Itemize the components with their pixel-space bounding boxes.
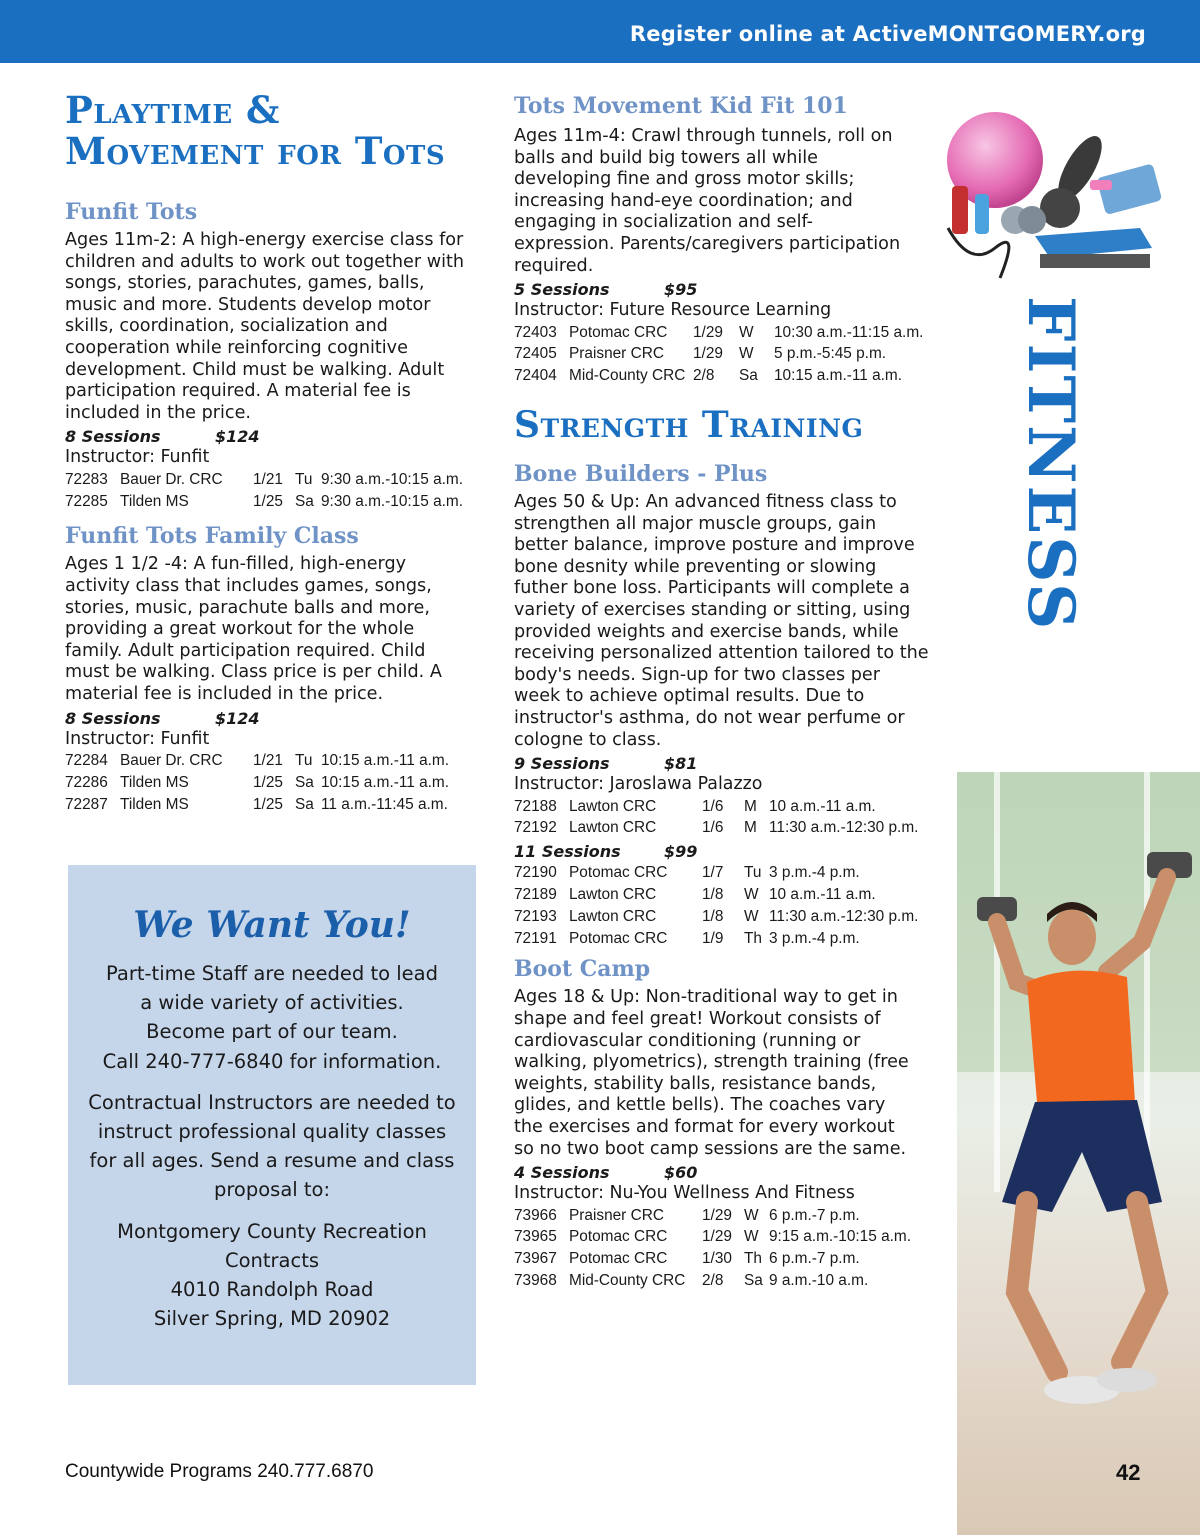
register-link[interactable]: Register online at ActiveMONTGOMERY.org xyxy=(629,22,1146,46)
schedule-row xyxy=(514,343,923,365)
schedule-row xyxy=(65,491,463,513)
class-number: 72284 xyxy=(65,751,108,769)
class-number: 72286 xyxy=(65,773,108,791)
course-bone-builders xyxy=(514,460,929,949)
location: Praisner CRC xyxy=(569,1206,664,1224)
location: Bauer Dr. CRC xyxy=(120,751,223,769)
day: Sa xyxy=(744,1271,763,1289)
start-date: 1/6 xyxy=(702,797,724,815)
schedule-row xyxy=(514,1205,911,1227)
class-number: 73968 xyxy=(514,1271,557,1289)
schedule-table xyxy=(514,322,923,387)
day: Sa xyxy=(739,367,758,385)
workout-photo xyxy=(957,772,1200,1535)
course-funfit-family xyxy=(65,522,475,815)
want-line: a wide variety of activities. xyxy=(140,991,404,1015)
footer-countywide: Countywide Programs 240.777.6870 xyxy=(65,1461,374,1482)
session-price: $99 xyxy=(664,842,698,862)
course-boot-camp xyxy=(514,955,929,1291)
schedule-row xyxy=(65,469,463,491)
page-number: 42 xyxy=(1116,1460,1141,1485)
start-date: 1/9 xyxy=(702,929,724,947)
session-count: 8 Sessions xyxy=(65,427,161,447)
schedule-table xyxy=(514,862,918,949)
location: Tilden MS xyxy=(120,795,189,813)
start-date: 1/25 xyxy=(253,795,283,813)
day: Tu xyxy=(295,751,313,769)
location: Potomac CRC xyxy=(569,323,668,341)
time: 5 p.m.-5:45 p.m. xyxy=(774,345,887,363)
location: Lawton CRC xyxy=(569,907,657,925)
fitness-side-title: FITNESS xyxy=(1013,296,1088,632)
want-paragraph-staff xyxy=(68,959,476,1076)
schedule-row xyxy=(514,1270,911,1292)
class-number: 72189 xyxy=(514,885,557,903)
time: 10:15 a.m.-11 a.m. xyxy=(774,367,903,385)
class-number: 72191 xyxy=(514,929,557,947)
time: 10:15 a.m.-11 a.m. xyxy=(321,751,450,769)
day: Tu xyxy=(295,470,313,488)
session-price: $81 xyxy=(664,754,698,774)
class-number: 72405 xyxy=(514,345,557,363)
start-date: 1/29 xyxy=(693,345,723,363)
day: W xyxy=(739,323,754,341)
want-line: instruct professional quality classes xyxy=(97,1120,447,1144)
day: Th xyxy=(744,929,762,947)
day: Tu xyxy=(744,864,762,882)
schedule-row xyxy=(65,750,449,772)
time: 9:15 a.m.-10:15 a.m. xyxy=(769,1228,912,1246)
course-title: Funfit Tots xyxy=(65,199,198,225)
start-date: 1/8 xyxy=(702,907,724,925)
location: Bauer Dr. CRC xyxy=(120,470,223,488)
course-description: Ages 11m-2: A high-energy exercise class for children and adults to work out together with songs, stories, parachutes, games, balls, music and more. Students develop motor skills, coordination, socialization and cooperation while reinforcing cognitive development. Child must be walking. Adult participation required. A material fee is included in the price. xyxy=(65,230,465,423)
instructor: Instructor: Funfit xyxy=(65,447,210,468)
class-number: 72285 xyxy=(65,492,108,510)
we-want-you-box xyxy=(68,865,476,1385)
schedule-row xyxy=(514,862,918,884)
schedule-row xyxy=(65,794,449,816)
class-number: 72190 xyxy=(514,864,557,882)
time: 11 a.m.-11:45 a.m. xyxy=(321,795,448,813)
day: W xyxy=(744,1228,759,1246)
time: 11:30 a.m.-12:30 p.m. xyxy=(769,907,919,925)
day: W xyxy=(744,1206,759,1224)
day: W xyxy=(739,345,754,363)
start-date: 1/30 xyxy=(702,1250,732,1268)
day: W xyxy=(744,885,759,903)
location: Potomac CRC xyxy=(569,864,668,882)
session-price: $124 xyxy=(215,427,260,447)
day: W xyxy=(744,907,759,925)
instructor: Instructor: Nu-You Wellness And Fitness xyxy=(514,1183,855,1204)
course-description: Ages 18 & Up: Non-traditional way to get in shape and feel great! Workout consists of cardiovascular conditioning (running or walking, plyometrics), strength training (free weights, stability balls, resistance bands, glides, and kettle bells). The coaches vary the exercises and format for every workout so no two boot camp sessions are the same. xyxy=(514,987,909,1159)
schedule-table xyxy=(65,750,449,815)
location: Tilden MS xyxy=(120,492,189,510)
course-title: Funfit Tots Family Class xyxy=(65,523,359,550)
day: Sa xyxy=(295,795,314,813)
time: 10 a.m.-11 a.m. xyxy=(769,797,876,815)
schedule-table xyxy=(514,796,918,840)
location: Lawton CRC xyxy=(569,885,657,903)
course-title: Boot Camp xyxy=(514,956,651,983)
location: Lawton CRC xyxy=(569,797,657,815)
day: M xyxy=(744,819,757,837)
want-line: Become part of our team. xyxy=(146,1020,398,1044)
session-count: 4 Sessions xyxy=(514,1163,610,1183)
schedule-row xyxy=(65,772,449,794)
start-date: 1/8 xyxy=(702,885,724,903)
want-paragraph-instructors xyxy=(68,1088,476,1205)
session-count: 8 Sessions xyxy=(65,708,161,728)
schedule-table xyxy=(514,1205,911,1292)
want-line: Contractual Instructors are needed to xyxy=(88,1090,456,1114)
want-line: Part-time Staff are needed to lead xyxy=(106,962,438,985)
want-line: Call 240-777-6840 for information. xyxy=(102,1049,442,1073)
instructor: Instructor: Funfit xyxy=(65,728,210,749)
schedule-row xyxy=(514,884,918,906)
fitness-equipment-image xyxy=(940,108,1162,288)
location: Tilden MS xyxy=(120,773,189,791)
class-number: 72192 xyxy=(514,819,557,837)
schedule-table xyxy=(65,469,463,513)
want-line: Contracts xyxy=(224,1248,320,1272)
location: Potomac CRC xyxy=(569,929,668,947)
session-price: $60 xyxy=(664,1163,698,1183)
start-date: 1/21 xyxy=(253,751,283,769)
course-description: Ages 1 1/2 -4: A fun-filled, high-energy activity class that includes games, songs, stories, music, parachute balls and more, providing a great workout for the whole family. Adult participation required. Child must be walking. Class price is per child. A material fee is included in the price. xyxy=(65,554,442,704)
time: 6 p.m.-7 p.m. xyxy=(769,1250,860,1268)
session-price: $124 xyxy=(215,708,260,728)
instructor: Instructor: Jaroslawa Palazzo xyxy=(514,774,763,795)
session-count: 11 Sessions xyxy=(514,842,621,862)
start-date: 1/29 xyxy=(702,1206,732,1224)
day: Sa xyxy=(295,492,314,510)
class-number: 73965 xyxy=(514,1228,557,1246)
start-date: 1/21 xyxy=(253,470,283,488)
class-number: 72283 xyxy=(65,470,108,488)
start-date: 2/8 xyxy=(693,367,715,385)
class-number: 72403 xyxy=(514,323,557,341)
location: Lawton CRC xyxy=(569,819,657,837)
header-bar xyxy=(0,0,1200,63)
want-line: 4010 Randolph Road xyxy=(170,1278,374,1302)
time: 3 p.m.-4 p.m. xyxy=(769,864,860,882)
session-line xyxy=(514,753,929,774)
time: 9:30 a.m.-10:15 a.m. xyxy=(321,492,464,510)
session-line xyxy=(65,426,475,447)
time: 6 p.m.-7 p.m. xyxy=(769,1206,860,1224)
schedule-row xyxy=(514,928,918,950)
class-number: 72188 xyxy=(514,797,557,815)
schedule-row xyxy=(514,1227,911,1249)
instructor: Instructor: Future Resource Learning xyxy=(514,300,832,321)
course-title: Bone Builders - Plus xyxy=(514,461,768,488)
session-line xyxy=(514,841,929,862)
session-line xyxy=(514,279,929,300)
want-line: Silver Spring, MD 20902 xyxy=(153,1307,391,1331)
class-number: 72404 xyxy=(514,367,557,385)
want-paragraph-address xyxy=(68,1217,476,1334)
left-column xyxy=(65,90,475,815)
location: Mid-County CRC xyxy=(569,367,686,385)
schedule-row xyxy=(514,1248,911,1270)
course-funfit-tots xyxy=(65,198,475,512)
start-date: 1/29 xyxy=(702,1228,732,1246)
right-column xyxy=(514,92,929,1292)
class-number: 72193 xyxy=(514,907,557,925)
time: 9 a.m.-10 a.m. xyxy=(769,1271,869,1289)
start-date: 1/25 xyxy=(253,492,283,510)
start-date: 1/6 xyxy=(702,819,724,837)
course-kid-fit xyxy=(514,92,929,387)
time: 11:30 a.m.-12:30 p.m. xyxy=(769,819,919,837)
class-number: 73966 xyxy=(514,1206,557,1224)
location: Potomac CRC xyxy=(569,1228,668,1246)
we-want-you-title: We Want You! xyxy=(133,904,411,946)
section-title-strength: Strength Training xyxy=(514,404,864,447)
time: 10 a.m.-11 a.m. xyxy=(769,885,876,903)
day: M xyxy=(744,797,757,815)
course-title: Tots Movement Kid Fit 101 xyxy=(514,93,848,119)
want-line: Montgomery County Recreation xyxy=(117,1219,427,1243)
time: 10:30 a.m.-11:15 a.m. xyxy=(774,323,924,341)
schedule-row xyxy=(514,817,918,839)
time: 10:15 a.m.-11 a.m. xyxy=(321,773,450,791)
start-date: 2/8 xyxy=(702,1271,724,1289)
session-line xyxy=(65,708,475,729)
time: 3 p.m.-4 p.m. xyxy=(769,929,860,947)
location: Praisner CRC xyxy=(569,345,664,363)
session-count: 9 Sessions xyxy=(514,754,610,774)
course-description: Ages 50 & Up: An advanced fitness class to strengthen all major muscle groups, gain better balance, improve posture and improve bone desnity while preventing or slowing futher bone loss. Participants will complete a variety of exercises standing or sitting, using provided weights and exercise bands, while receiving personalized attention tailored to the body's needs. Sign-up for two classes per week to achieve optimal results. Due to instructor's asthma, do not wear perfume or cologne to class. xyxy=(514,492,929,750)
location: Potomac CRC xyxy=(569,1250,668,1268)
session-count: 5 Sessions xyxy=(514,280,610,300)
start-date: 1/29 xyxy=(693,323,723,341)
session-price: $95 xyxy=(664,280,698,300)
start-date: 1/25 xyxy=(253,773,283,791)
course-description: Ages 11m-4: Crawl through tunnels, roll on balls and build big towers all while developing fine and gross motor skills; increasing hand-eye coordination; and engaging in socialization and self-expression. Parents/caregivers participation required. xyxy=(514,126,901,276)
location: Mid-County CRC xyxy=(569,1271,686,1289)
schedule-row xyxy=(514,365,923,387)
day: Th xyxy=(744,1250,762,1268)
start-date: 1/7 xyxy=(702,864,724,882)
class-number: 73967 xyxy=(514,1250,557,1268)
schedule-row xyxy=(514,322,923,344)
schedule-row xyxy=(514,906,918,928)
class-number: 72287 xyxy=(65,795,108,813)
day: Sa xyxy=(295,773,314,791)
schedule-row xyxy=(514,796,918,818)
session-line xyxy=(514,1162,929,1183)
want-line: for all ages. Send a resume and class xyxy=(89,1149,455,1173)
section-title-playtime: Playtime & Movement for Tots xyxy=(65,88,446,173)
time: 9:30 a.m.-10:15 a.m. xyxy=(321,470,464,488)
want-line: proposal to: xyxy=(213,1178,331,1202)
